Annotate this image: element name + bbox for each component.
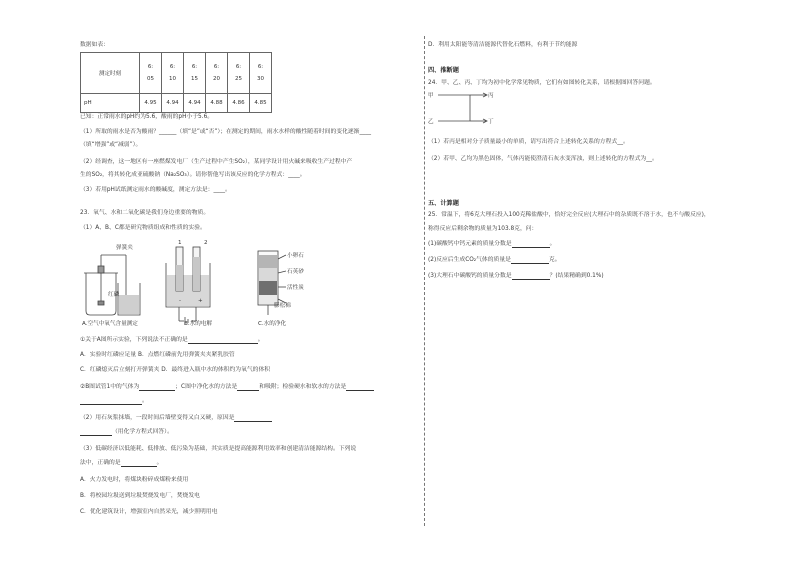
- ph-cell: 4.94: [184, 94, 206, 113]
- s1-line: ①关于A图所示实验，下列说法不正确的是 。: [80, 337, 264, 343]
- answer-blank[interactable]: [512, 241, 550, 248]
- answer-blank[interactable]: [234, 415, 272, 422]
- quartz-label: 石英砂: [287, 269, 304, 275]
- q23-title: 23．氧气、水和二氧化碳是我们身边重要的物质。: [80, 210, 210, 216]
- q25-line1: 25．常温下，将6克大理石投入100克稀盐酸中，恰好完全反应(大理石中的杂质既不溶于水，也不与酸反应)，: [428, 212, 710, 218]
- option-d: D．利用太阳能等清洁能源代替化石燃料，有利于节约能源: [428, 42, 578, 48]
- answer-blank[interactable]: [80, 398, 142, 405]
- carbon-label: 活性炭: [287, 285, 304, 291]
- time-cell: 6: 10: [162, 53, 184, 94]
- q24-text: 24．甲、乙、丙、丁均为初中化学常见物质，它们有如图转化关系，请根据图回答问题。: [428, 80, 656, 86]
- node-yi: 乙: [428, 119, 434, 125]
- tube-2-label: 2: [204, 240, 208, 246]
- time-cell: 6: 30: [250, 53, 272, 94]
- node-bing: 丙: [488, 93, 494, 99]
- ph-cell: 4.88: [206, 94, 228, 113]
- plus-label: +: [198, 298, 203, 304]
- s6-line2: 法中，正确的是 。: [80, 460, 163, 466]
- arrow-diagram-icon: [428, 88, 518, 128]
- s5-line1: （2）用石灰浆抹墙，一段时间后墙壁变得又白又硬，原因是: [80, 414, 272, 422]
- caption-b: B.水的电解: [184, 321, 212, 327]
- section-4-heading: 四、推断题: [428, 67, 459, 74]
- q23-sub1: （1）A、B、C都是研究物质组成和性质的实验。: [80, 225, 206, 231]
- option-b: B．将校园垃圾送到垃圾焚烧发电厂，焚烧发电: [80, 493, 200, 499]
- q25-3: (3)大理石中碳酸钙的质量分数是 ？(结果精确到0.1%): [428, 273, 604, 279]
- s5-line2: （用化学方程式回答）。: [80, 428, 173, 436]
- answer-blank[interactable]: [346, 384, 374, 391]
- column-divider: [424, 36, 425, 526]
- node-jia: 甲: [428, 93, 434, 99]
- transform-diagram: [428, 88, 518, 128]
- q1-line1: （1）所取的雨水是否为酸雨？______（填“是”或“否”）；在测定的期间，雨水水样的酸性随着时间的变化逐渐____: [80, 129, 372, 135]
- option-a: A．火力发电时，将煤块粉碎成煤粉来使用: [80, 477, 189, 483]
- q25-line2: 称得反应后剩余物的质量为103.8克，问：: [428, 226, 538, 232]
- q2-line2: 生的SO₂，将其转化成亚硫酸钠（Na₂SO₃）。请你帮他写出该反应的化学方程式：____。: [80, 172, 306, 178]
- ph-cell: 4.95: [140, 94, 162, 113]
- s4-end: 。: [80, 397, 148, 405]
- time-header: 测定时刻: [81, 53, 140, 94]
- note-text: 已知：正常雨水的pH约为5.6，酸雨的pH小于5.6。: [80, 114, 214, 120]
- caption-a: A.空气中氧气含量测定: [82, 321, 138, 327]
- s6-line1: （3）低碳经济以低能耗、低排放、低污染为基础，其实质是提高能源利用效率和创建清洁能源结构。下列说: [80, 446, 357, 452]
- q3-line: （3）若用pH试纸测定雨水的酸碱度，测定方法是：____。: [80, 187, 231, 193]
- answer-blank[interactable]: [512, 273, 550, 280]
- answer-blank[interactable]: [139, 384, 175, 391]
- pebbles-label: 小卵石: [287, 253, 304, 259]
- node-ding: 丁: [488, 119, 494, 125]
- time-cell: 6: 25: [228, 53, 250, 94]
- time-cell: 6: 15: [184, 53, 206, 94]
- answer-blank[interactable]: [237, 384, 259, 391]
- spring-clip-label: 弹簧夹: [116, 245, 133, 251]
- answer-blank[interactable]: [121, 460, 157, 467]
- s3-line: C．红磷熄灭后立刻打开弹簧夹 D．最终进入瓶中水的体积约为氧气的体积: [80, 367, 271, 373]
- ph-data-table: [80, 52, 272, 113]
- q25-1: (1)碳酸钙中钙元素的质量分数是 。: [428, 241, 556, 247]
- time-cell: 6: 05: [140, 53, 162, 94]
- q1-line2: （填“增强”或“减弱”）。: [80, 142, 142, 148]
- option-c: C．优化建筑设计，增强室内自然采光，减少照明用电: [80, 509, 218, 515]
- ph-cell: 4.86: [228, 94, 250, 113]
- q24-1: （1）若丙是相对分子质量最小的单质，请写出符合上述转化关系的方程式__。: [428, 139, 629, 145]
- tube-1-label: 1: [178, 240, 182, 246]
- s2-line: A．实验时红磷应足量 B．点燃红磷前先用弹簧夹夹紧乳胶管: [80, 352, 235, 358]
- q25-2: (2)反应后生成CO₂气体的质量是 克。: [428, 257, 561, 263]
- answer-blank[interactable]: [80, 429, 112, 436]
- time-cell: 6: 20: [206, 53, 228, 94]
- ph-cell: 4.85: [250, 94, 272, 113]
- s4-line: ②B图试管1中的气体为 ；C图中净化水的方法是 和吸附；检验硬水和软水的方法是: [80, 383, 374, 391]
- answer-blank[interactable]: [188, 337, 258, 344]
- minus-label: -: [179, 298, 182, 304]
- q24-2: （2）若甲、乙均为黑色固体，气体丙能使澄清石灰水变浑浊，则上述转化的方程式为__。: [428, 156, 658, 162]
- cotton-label: 膨松棉: [274, 303, 291, 309]
- ph-header: pH: [81, 94, 140, 113]
- answer-blank[interactable]: [511, 257, 549, 264]
- section-5-heading: 五、计算题: [428, 200, 459, 207]
- caption-c: C.水的净化: [258, 321, 287, 327]
- table-label: 数据如表：: [80, 42, 109, 48]
- red-phosphorus-label: 红磷: [108, 292, 120, 298]
- q2-line1: （2）经调查，这一地区有一座燃煤发电厂（生产过程中产生SO₂），某同学设计用火碱来吸收生产过程中产: [80, 159, 353, 165]
- ph-cell: 4.94: [162, 94, 184, 113]
- experiment-figure: [82, 240, 310, 333]
